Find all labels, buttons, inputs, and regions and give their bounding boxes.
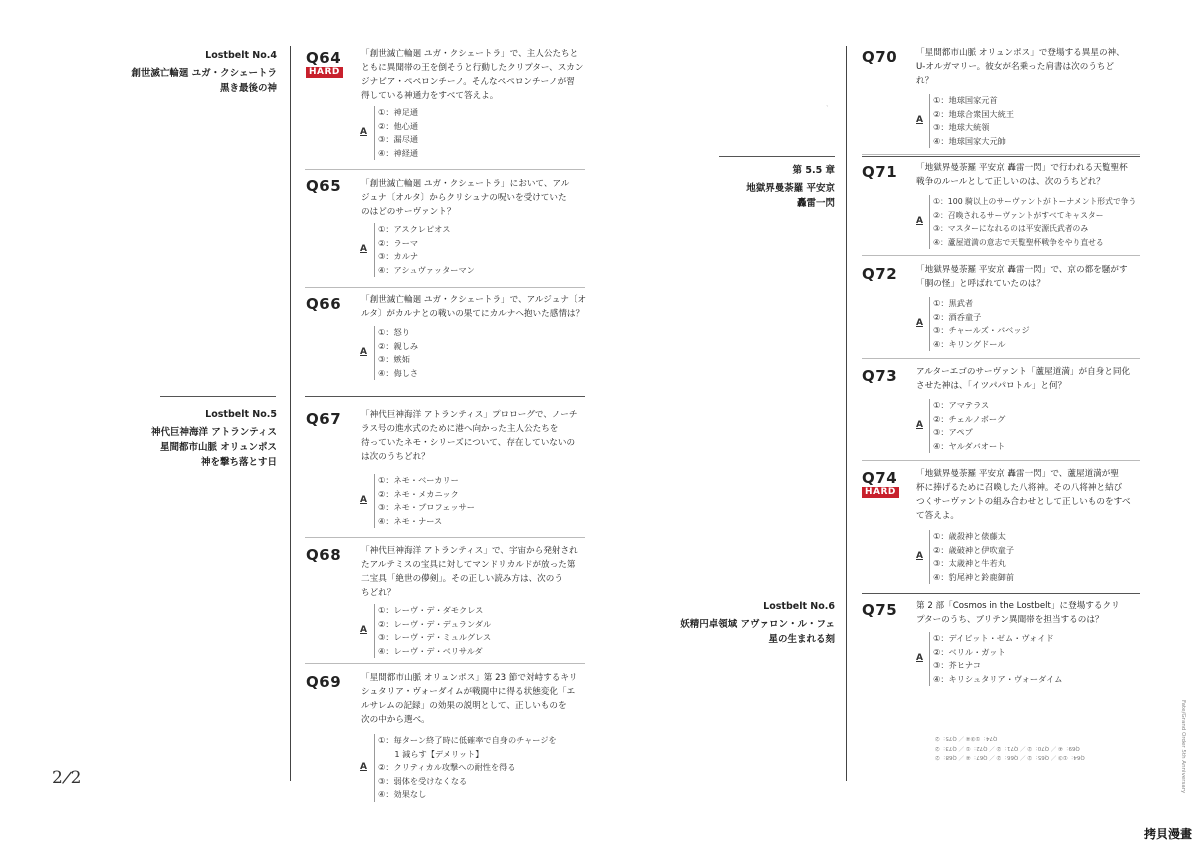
option: ②：地球合衆国大統王 (933, 108, 1015, 119)
option: ④：効果なし (378, 789, 427, 800)
answer-options (933, 632, 1063, 686)
question-text: 「神代巨神海洋 アトランティス」で、宇宙から発射され たアルテミスの宝具に対してマンドリカルドが放った第 二宝具「絶世の儚剣」。その正しい読み方は、次のう ちどれ？ (361, 546, 578, 598)
option: ③：芥ヒナコ (933, 660, 981, 671)
answer-label: A (916, 216, 923, 226)
question-text: 「創世滅亡輪廻 ユガ・クシェートラ」で、主人公たちと ともに異聞帯の王を倒そうと行動したクリプター、スカン ジナビア・ペペロンチーノ。そんなペペロンチーノが習 得している神通力をすべて答えよ。 (361, 49, 584, 101)
option: ③：マスターになれるのは平安源氏武者のみ (933, 224, 1089, 234)
answer-options (378, 223, 475, 277)
option: ③：ネモ・プロフェッサー (378, 502, 475, 513)
option: ①：アスクレピオス (378, 224, 451, 234)
answer-label: A (916, 318, 923, 328)
option: ③：チャールズ・バベッジ (933, 325, 1030, 336)
option: ④：侮しさ (378, 367, 419, 378)
answer-label: A (360, 495, 367, 505)
option: ①：怒り (378, 327, 410, 337)
option: ②：召喚されるサーヴァントがすべてキャスター (933, 210, 1104, 220)
option: ②：レーヴ・デ・デュランダル (378, 618, 492, 629)
question-text: アルターエゴのサーヴァント「蘆屋道満」が自身と同化 させた神は、「イツパパロトル」と何？ (916, 367, 1131, 391)
answer-bracket (374, 326, 375, 380)
question-separator (862, 255, 1140, 256)
section-lostbelt-6 (660, 599, 835, 647)
answer-key: Q64：①③ ／ Q65：② ／ Q66：② ／ Q67：④ ／ Q68：② Q69：④ ／ Q70：② ／ Q71：② ／ Q72：① ／ Q73：② Q74：①③④ ／ Q75：② (935, 735, 1085, 761)
option: ①：黒武者 (933, 298, 974, 308)
question-text: 「地獄界曼荼羅 平安京 轟雷一閃」で行われる天覧聖杯 戦争のルールとして正しいのは、次のうちどれ？ (916, 163, 1128, 187)
answer-bracket (929, 530, 930, 584)
answer-bracket (929, 94, 930, 148)
answer-options (933, 297, 1030, 351)
side-credit-text: Fate/Grand Order 5th Anniversary (1180, 700, 1186, 794)
answer-label: A (360, 127, 367, 137)
option: ④：豹尾神と鈴鹿御前 (933, 571, 1015, 582)
answer-label: A (360, 762, 367, 772)
section-separator (862, 593, 1140, 594)
section-subtitle: 神代巨神海洋 アトランティス (150, 427, 277, 438)
option: ①：100 騎以上のサーヴァントがトーナメント形式で争う (933, 197, 1137, 206)
hard-badge: HARD (306, 67, 343, 78)
option: ①：ネモ・ベーカリー (378, 475, 459, 485)
option: ④：キリングドール (933, 338, 1006, 349)
section-subtitle: 星の生まれる刻 (768, 634, 835, 645)
answer-bracket (929, 297, 930, 351)
option: ①：地球国家元首 (933, 95, 998, 105)
answer-bracket (374, 474, 375, 528)
question-text: 第 2 部「Cosmos in the Lostbelt」に登場するクリ プターのうち、ブリテン異聞帯を担当するのは？ (916, 601, 1120, 625)
section-subtitle: 神を撃ち落とす日 (200, 457, 277, 468)
answer-label: A (916, 551, 923, 561)
section-subtitle: 星間都市山脈 オリュンポス (159, 442, 277, 453)
question-separator (305, 663, 585, 664)
question-number: Q72 (862, 265, 898, 283)
section-subtitle: 妖精円卓領域 アヴァロン・ル・フェ (680, 619, 835, 630)
print-mark: ˎ (826, 100, 829, 107)
answer-options (378, 474, 475, 528)
answer-label: A (916, 420, 923, 430)
question-number: Q74 (862, 469, 898, 487)
option: ②：歳破神と伊吹童子 (933, 544, 1015, 555)
option: ④：神経通 (378, 147, 419, 158)
section-chapter-5-5 (680, 163, 835, 211)
section-rule (719, 156, 835, 157)
section-rule (160, 396, 276, 397)
answer-label: A (916, 653, 923, 663)
option: ④：ヤルダバオート (933, 440, 1006, 451)
answer-bracket (929, 399, 930, 453)
question-text: 「地獄界曼荼羅 平安京 轟雷一閃」で、蘆屋道満が聖 杯に捧げるために召喚した八将神。その八将神と結び つくサーヴァントの組み合わせとして正しいものをすべ て答えよ。 (916, 469, 1131, 521)
question-text: 「創世滅亡輪廻 ユガ・クシェートラ」で、アルジュナ〔オ ルタ〕がカルナとの戦いの果てにカルナへ抱いた感情は？ (361, 295, 587, 319)
question-separator (305, 537, 585, 538)
section-subtitle: 地獄界曼荼羅 平安京 (746, 183, 835, 194)
section-title: Lostbelt No.5 (205, 409, 277, 420)
option: ②：ネモ・メカニック (378, 488, 459, 499)
watermark: 拷貝漫畫 (1143, 827, 1192, 841)
answer-label: A (360, 625, 367, 635)
question-text: 「星間都市山脈 オリュンポス」で登場する異星の神、 U-オルガマリー。彼女が名乗った肩書は次のうちど れ？ (916, 48, 1125, 86)
section-separator (305, 396, 585, 397)
option: ②：他心通 (378, 120, 419, 131)
option: ①：アマテラス (933, 400, 990, 410)
answer-bracket (374, 734, 375, 802)
option: ④：蘆屋道満の意志で天覧聖杯戦争をやり直せる (933, 237, 1104, 247)
question-number: Q71 (862, 163, 898, 181)
question-number: Q68 (306, 546, 342, 564)
question-number: Q66 (306, 295, 342, 313)
answer-bracket (929, 632, 930, 686)
option: ①：毎ターン終了時に低確率で自身のチャージを (378, 735, 557, 745)
option: ②：ラーマ (378, 237, 419, 248)
hard-badge: HARD (862, 487, 899, 498)
divider-right (846, 46, 847, 781)
option: ①：歳殺神と俵藤太 (933, 531, 1006, 541)
section-separator (862, 156, 1140, 157)
section-subtitle: 轟雷一閃 (796, 198, 835, 209)
answer-bracket (374, 223, 375, 277)
option: ③：太歳神と牛若丸 (933, 558, 1006, 569)
question-text: 「神代巨神海洋 アトランティス」プロローグで、ノーチ ラス号の進水式のために港へ向かった主人公たちを 待っていたネモ・シリーズについて、存在していないの は次のうちどれ？ (361, 410, 578, 462)
option: ④：キリシュタリア・ヴォーダイム (933, 673, 1063, 684)
answer-options (933, 94, 1014, 148)
option: ①：レーヴ・デ・ダモクレス (378, 605, 484, 615)
option: ③：カルナ (378, 251, 419, 262)
answer-label: A (916, 115, 923, 125)
divider-left (290, 46, 291, 781)
answer-options (378, 734, 557, 802)
option: ③：弱体を受けなくなる (378, 775, 468, 786)
option: ③：漏尽通 (378, 134, 419, 145)
answer-options (378, 106, 418, 160)
section-title: 第 5.5 章 (792, 165, 835, 176)
section-title: Lostbelt No.4 (205, 50, 277, 61)
answer-bracket (374, 604, 375, 658)
option: ③：地球大統領 (933, 122, 990, 133)
section-lostbelt-4 (120, 48, 277, 96)
option: 1 減らす【デメリット】 (378, 748, 484, 759)
question-separator (862, 358, 1140, 359)
section-lostbelt-5 (120, 407, 277, 470)
option: ②：チェルノボーグ (933, 413, 1006, 424)
section-subtitle: 黒き最後の神 (219, 83, 277, 94)
question-number: Q70 (862, 48, 898, 66)
answer-label: A (360, 347, 367, 357)
answer-options (933, 195, 1136, 249)
option: ①：神足通 (378, 107, 419, 117)
question-separator (305, 169, 585, 170)
question-number: Q64 (306, 49, 342, 67)
answer-bracket (929, 195, 930, 249)
question-number: Q73 (862, 367, 898, 385)
option: ②：酒呑童子 (933, 311, 982, 322)
answer-options (378, 604, 491, 658)
option: ③：アペプ (933, 427, 973, 438)
option: ②：ベリル・ガット (933, 646, 1006, 657)
question-number: Q69 (306, 673, 342, 691)
question-text: 「地獄界曼荼羅 平安京 轟雷一閃」で、京の都を騒がす 「胴の怪」と呼ばれていたのは？ (916, 265, 1128, 289)
page-number: 2/2 (52, 767, 82, 789)
section-subtitle: 創世滅亡輪廻 ユガ・クシェートラ (131, 68, 277, 79)
question-number: Q75 (862, 601, 898, 619)
answer-label: A (360, 244, 367, 254)
question-separator (305, 287, 585, 288)
question-number: Q67 (306, 410, 342, 428)
option: ④：アシュヴァッターマン (378, 264, 475, 275)
answer-options (378, 326, 418, 380)
question-text: 「星間都市山脈 オリュンポス」第 23 節で対峙するキリ シュタリア・ヴォーダイムが戦闘中に得る状態変化「エ ルサレムの記録」の効果の説明として、正しいものを 次の中から選べ。 (361, 673, 578, 725)
question-number: Q65 (306, 177, 342, 195)
answer-bracket (374, 106, 375, 160)
option: ②：親しみ (378, 340, 419, 351)
question-separator (862, 460, 1140, 461)
option: ③：レーヴ・デ・ミュルグレス (378, 632, 492, 643)
option: ④：レーヴ・デ・ベリサルダ (378, 645, 483, 656)
option: ③：嫉妬 (378, 354, 410, 365)
question-separator (862, 154, 1140, 155)
option: ①：デイビット・ゼム・ヴォイド (933, 633, 1054, 643)
answer-options (933, 530, 1014, 584)
option: ②：クリティカル攻撃への耐性を得る (378, 762, 516, 773)
question-text: 「創世滅亡輪廻 ユガ・クシェートラ」において、アル ジュナ〔オルタ〕からクリシュナの呪いを受けていた のはどのサーヴァント？ (361, 179, 570, 217)
section-title: Lostbelt No.6 (763, 601, 835, 612)
answer-options (933, 399, 1005, 453)
option: ④：地球国家大元帥 (933, 135, 1006, 146)
option: ④：ネモ・ナース (378, 515, 443, 526)
